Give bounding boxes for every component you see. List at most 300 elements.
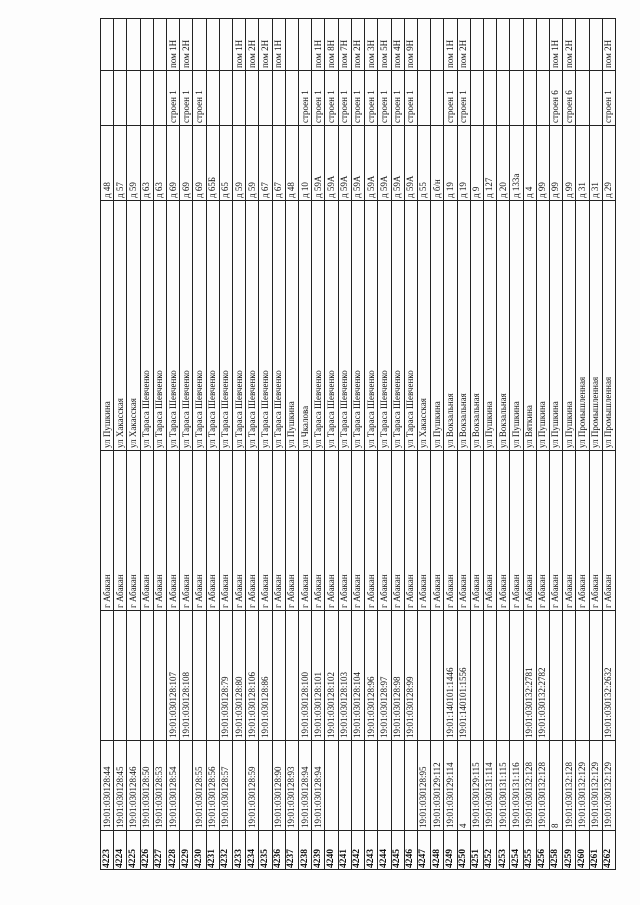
cell-ocad [207, 612, 219, 738]
cell-bld [247, 72, 259, 123]
cell-room: пом 1Н [167, 39, 178, 68]
cell-house: д 99 [550, 182, 561, 198]
cell-house: д 59А [352, 175, 363, 198]
cell-n: 4238 [299, 849, 310, 868]
cell-street: ул Пушкина [510, 401, 521, 448]
cell-bld [154, 72, 166, 123]
cell-street: ул Тараса Шевченко [220, 370, 231, 448]
cell-ocad: 19:01:030132:2632 [603, 667, 614, 738]
cell-bld [273, 72, 285, 123]
cell-street: ул Тараса Шевченко [193, 370, 204, 448]
cell-room [220, 20, 232, 68]
cell-cad: 19:01:030131:116 [510, 762, 521, 828]
cell-bld [471, 72, 483, 123]
cell-cad: 8 [550, 823, 561, 828]
cell-cad: 19:01:030128:95 [418, 766, 429, 828]
cell-ocad [550, 612, 562, 738]
cell-house: д 59А [325, 175, 336, 198]
cell-n: 4224 [114, 849, 125, 868]
cell-cad: 19:01:030131:115 [497, 762, 508, 828]
cell-house: д 59 [127, 182, 138, 198]
cell-house: д 48 [101, 182, 112, 198]
cell-ocad [511, 612, 523, 738]
cell-room [102, 20, 114, 68]
cell-house: д 59А [365, 175, 376, 198]
cell-bld [432, 72, 444, 123]
cell-street: ул Тараса Шевченко [167, 370, 178, 448]
cell-city: г Абакан [405, 574, 416, 608]
cell-cad: 19:01:030132:128 [537, 761, 548, 828]
cell-bld [524, 72, 536, 123]
cell-city: г Абакан [193, 574, 204, 608]
cell-street: ул Пушкина [484, 401, 495, 448]
cell-bld: строен 1 [392, 90, 402, 123]
cell-house: д 59А [312, 175, 323, 198]
cell-city: г Абакан [352, 574, 363, 608]
rotated-address-table [100, 18, 615, 870]
cell-street: ул Тараса Шевченко [246, 370, 257, 448]
cell-cad [260, 742, 272, 828]
cell-ocad [577, 612, 589, 738]
cell-house: д 69 [180, 182, 191, 198]
cell-city: г Абакан [207, 574, 218, 608]
cell-ocad: 19:01:030128:104 [352, 671, 363, 738]
cell-ocad [498, 612, 510, 738]
cell-house: д 69 [193, 182, 204, 198]
cell-house: д 99 [537, 182, 548, 198]
cell-n: 4233 [233, 849, 244, 868]
cell-house: д б/н [431, 179, 442, 198]
cell-ocad: 19:01:030128:100 [299, 671, 310, 738]
cell-cad: 19:01:030128:53 [154, 766, 165, 828]
cell-room [418, 20, 430, 68]
cell-house: д 133а [510, 173, 521, 198]
cell-city: г Абакан [563, 574, 574, 608]
cell-ocad: 19:01:030128:80 [233, 676, 244, 738]
cell-house: д 29 [603, 182, 614, 198]
cell-city: г Абакан [167, 574, 178, 608]
cell-house: д 67 [259, 182, 270, 198]
cell-city: г Абакан [484, 574, 495, 608]
cell-house: д 48 [286, 182, 297, 198]
cell-street: ул Пушкина [286, 401, 297, 448]
cell-street: ул Хакасская [418, 398, 429, 448]
grid-line [100, 450, 615, 451]
cell-ocad [128, 612, 140, 738]
cell-cad [405, 742, 417, 828]
cell-city: г Абакан [114, 574, 125, 608]
cell-street: ул Вокзальная [444, 393, 455, 448]
cell-street: ул Хакасская [127, 398, 138, 448]
cell-room: пом 1Н [550, 39, 561, 68]
cell-n: 4253 [497, 849, 508, 868]
cell-ocad [141, 612, 153, 738]
cell-room: пом 5Н [378, 39, 389, 68]
cell-bld: строен 1 [405, 90, 416, 123]
cell-city: г Абакан [497, 574, 508, 608]
cell-room [590, 20, 602, 68]
cell-street: ул Вокзальная [471, 393, 482, 448]
cell-city: г Абакан [510, 574, 521, 608]
cell-ocad: 19:01:030128:79 [220, 676, 231, 738]
cell-street: ул Вокзальная [497, 393, 508, 448]
cell-n: 4241 [339, 849, 350, 868]
cell-ocad [273, 612, 285, 738]
cell-city: г Абакан [378, 574, 389, 608]
cell-street: ул Пушкина [537, 401, 548, 448]
cell-room [128, 20, 140, 68]
cell-street: ул Тараса Шевченко [339, 370, 350, 448]
cell-city: г Абакан [312, 574, 323, 608]
cell-bld [234, 72, 246, 123]
cell-city: г Абакан [471, 574, 482, 608]
cell-cad: 19:01:030128:94 [299, 766, 310, 828]
cell-city: г Абакан [127, 574, 138, 608]
cell-bld [418, 72, 430, 123]
cell-bld [220, 72, 232, 123]
cell-ocad: 19:01:030128:101 [312, 671, 323, 738]
cell-n: 4262 [603, 849, 614, 868]
cell-n: 4240 [325, 849, 336, 868]
cell-cad: 19:01:030132:129 [576, 761, 587, 828]
cell-cad: 19:01:030128:56 [207, 766, 218, 828]
cell-city: г Абакан [576, 574, 587, 608]
cell-ocad [102, 612, 114, 738]
cell-ocad [286, 612, 298, 738]
cell-bld: строен 1 [167, 90, 178, 123]
cell-street: ул Тараса Шевченко [352, 370, 363, 448]
cell-house: д 10 [299, 182, 310, 198]
grid-line [100, 125, 615, 126]
cell-ocad: 19:01:030128:97 [378, 676, 389, 738]
cell-cad [234, 742, 246, 828]
cell-n: 4260 [576, 849, 587, 868]
cell-n: 4255 [524, 849, 535, 868]
grid-line [100, 830, 615, 831]
cell-room: пом 7Н [339, 39, 350, 68]
cell-ocad: 19:01:030128:107 [167, 671, 178, 738]
cell-n: 4249 [444, 849, 455, 868]
cell-city: г Абакан [603, 574, 614, 608]
cell-house: д 19 [458, 182, 469, 198]
cell-ocad: 19:01:030128:86 [259, 676, 270, 738]
cell-room: пом 4Н [392, 39, 402, 68]
cell-bld: строен 1 [444, 90, 455, 123]
cell-cad [181, 742, 193, 828]
cell-ocad [194, 612, 206, 738]
cell-city: г Абакан [339, 574, 350, 608]
cell-n: 4235 [259, 849, 270, 868]
grid-line [100, 610, 615, 611]
cell-cad: 4 [458, 823, 469, 828]
cell-room [115, 20, 127, 68]
cell-street: ул Тараса Шевченко [273, 370, 284, 448]
cell-bld: строен 6 [563, 90, 574, 123]
cell-room: пом 1Н [444, 39, 455, 68]
cell-room: пом 1Н [312, 39, 323, 68]
cell-cad: 19:01:030132:129 [590, 761, 601, 828]
cell-room [141, 20, 153, 68]
cell-room [484, 20, 496, 68]
cell-ocad: 19:01:030128:103 [339, 671, 350, 738]
cell-cad: 19:01:030129:115 [471, 762, 482, 828]
cell-ocad: 19:01:030128:98 [392, 676, 402, 738]
cell-house: д 59А [392, 175, 402, 198]
cell-room: пом 1Н [273, 39, 284, 68]
cell-bld: строен 1 [603, 90, 614, 123]
cell-bld: строен 1 [180, 90, 191, 123]
cell-bld [207, 72, 219, 123]
cell-n: 4223 [101, 849, 112, 868]
cell-cad: 19:01:030128:59 [246, 766, 257, 828]
cell-bld [141, 72, 153, 123]
cell-bld [537, 72, 549, 123]
cell-street: ул Промышленная [603, 376, 614, 448]
cell-street: ул Вокзальная [458, 393, 469, 448]
cell-street: ул Тараса Шевченко [259, 370, 270, 448]
cell-bld [115, 72, 127, 123]
cell-house: д 127 [484, 177, 495, 198]
cell-bld: строен 1 [299, 90, 310, 123]
cell-n: 4261 [590, 849, 601, 868]
cell-house: д 63 [141, 182, 152, 198]
cell-n: 4225 [127, 849, 138, 868]
cell-ocad: 19:01:030128:108 [180, 671, 191, 738]
cell-bld [484, 72, 496, 123]
cell-city: г Абакан [220, 574, 231, 608]
cell-city: г Абакан [325, 574, 336, 608]
cell-ocad: 19:01:030128:106 [246, 671, 257, 738]
cell-bld [498, 72, 510, 123]
cell-n: 4236 [273, 849, 284, 868]
cell-n: 4242 [352, 849, 363, 868]
cell-room [577, 20, 589, 68]
cell-city: г Абакан [154, 574, 165, 608]
cell-city: г Абакан [286, 574, 297, 608]
cell-cad: 19:01:030131:114 [484, 762, 495, 828]
cell-n: 4227 [154, 849, 165, 868]
cell-cad: 19:01:030128:94 [312, 766, 323, 828]
cell-city: г Абакан [590, 574, 601, 608]
cell-room: пом 2Н [180, 39, 191, 68]
cell-n: 4234 [246, 849, 257, 868]
cell-room [154, 20, 166, 68]
cell-street: ул Промышленная [590, 376, 601, 448]
cell-street: ул Пушкина [101, 401, 112, 448]
cell-room [194, 20, 206, 68]
cell-n: 4232 [220, 849, 231, 868]
cell-bld [286, 72, 298, 123]
cell-ocad [590, 612, 602, 738]
cell-cad: 19:01:030129:114 [444, 762, 455, 828]
cell-house: д 31 [576, 182, 587, 198]
cell-bld: строен 1 [458, 90, 469, 123]
cell-street: ул Тараса Шевченко [378, 370, 389, 448]
cell-city: г Абакан [550, 574, 561, 608]
cell-bld: строен 1 [339, 90, 350, 123]
cell-n: 4258 [550, 849, 561, 868]
cell-bld: строен 1 [325, 90, 336, 123]
cell-city: г Абакан [259, 574, 270, 608]
cell-house: д 59А [339, 175, 350, 198]
cell-n: 4251 [471, 849, 482, 868]
cell-n: 4244 [378, 849, 389, 868]
grid-line [100, 869, 615, 870]
cell-house: д 65 [220, 182, 231, 198]
cell-cad: 19:01:030128:45 [114, 766, 125, 828]
cell-room [432, 20, 444, 68]
cell-room [498, 20, 510, 68]
cell-house: д 59А [378, 175, 389, 198]
cell-street: ул Тараса Шевченко [325, 370, 336, 448]
cell-n: 4229 [180, 849, 191, 868]
grid-line [100, 740, 615, 741]
cell-cad: 19:01:030128:50 [141, 766, 152, 828]
cell-room [511, 20, 523, 68]
cell-bld [577, 72, 589, 123]
cell-ocad: 19:01:030132:2782 [537, 667, 548, 738]
cell-ocad [471, 612, 483, 738]
cell-bld [511, 72, 523, 123]
cell-room [524, 20, 536, 68]
cell-cad [339, 742, 351, 828]
cell-street: ул Тараса Шевченко [141, 370, 152, 448]
cell-room: пом 8Н [325, 39, 336, 68]
cell-room: пом 2Н [563, 39, 574, 68]
cell-street: ул Чкалова [299, 405, 310, 448]
cell-bld: строен 6 [550, 90, 561, 123]
cell-cad: 19:01:030132:129 [603, 761, 614, 828]
cell-city: г Абакан [180, 574, 191, 608]
cell-house: д 65Б [207, 177, 218, 198]
cell-city: г Абакан [524, 574, 535, 608]
cell-street: ул Вяткина [524, 405, 535, 448]
cell-n: 4248 [431, 849, 442, 868]
cell-ocad [418, 612, 430, 738]
cell-ocad [432, 612, 444, 738]
cell-room: пом 2Н [259, 39, 270, 68]
cell-bld: строен 1 [193, 90, 204, 123]
cell-n: 4247 [418, 849, 429, 868]
cell-n: 4226 [141, 849, 152, 868]
cell-room [471, 20, 483, 68]
cell-city: г Абакан [444, 574, 455, 608]
cell-house: д 69 [167, 182, 178, 198]
cell-street: ул Тараса Шевченко [365, 370, 376, 448]
cell-n: 4231 [207, 849, 218, 868]
cell-bld [590, 72, 602, 123]
cell-house: д 59 [246, 182, 257, 198]
cell-cad: 19:01:030128:44 [101, 766, 112, 828]
cell-house: д 99 [563, 182, 574, 198]
cell-street: ул Тараса Шевченко [312, 370, 323, 448]
cell-city: г Абакан [233, 574, 244, 608]
cell-n: 4230 [193, 849, 204, 868]
cell-n: 4250 [458, 849, 469, 868]
cell-street: ул Пушкина [550, 401, 561, 448]
cell-room [207, 20, 219, 68]
cell-bld [260, 72, 272, 123]
cell-ocad [484, 612, 496, 738]
cell-house: д 55 [418, 182, 429, 198]
cell-ocad: 19:01:140101:1446 [444, 667, 455, 738]
cell-cad [326, 742, 338, 828]
cell-bld: строен 1 [352, 90, 363, 123]
cell-n: 4246 [405, 849, 416, 868]
cell-bld [102, 72, 114, 123]
cell-cad [352, 742, 364, 828]
cell-bld: строен 1 [312, 90, 323, 123]
cell-room: пом 2Н [352, 39, 363, 68]
cell-house: д 19 [444, 182, 455, 198]
cell-house: д 9 [471, 186, 482, 198]
grid-line [100, 18, 101, 870]
cell-ocad: 19:01:030132:2781 [524, 667, 535, 738]
cell-room: пом 9Н [405, 39, 416, 68]
cell-house: д 59А [405, 175, 416, 198]
cell-house: д 57 [114, 182, 125, 198]
cell-n: 4254 [510, 849, 521, 868]
cell-cad: 19:01:030132:128 [524, 761, 535, 828]
cell-n: 4252 [484, 849, 495, 868]
grid-line [100, 200, 615, 201]
cell-city: г Абакан [365, 574, 376, 608]
cell-house: д 20 [497, 182, 508, 198]
cell-city: г Абакан [141, 574, 152, 608]
cell-cad: 19:01:030129:112 [431, 762, 442, 828]
cell-cad: 19:01:030128:90 [273, 766, 284, 828]
cell-house: д 67 [273, 182, 284, 198]
cell-street: ул Тараса Шевченко [392, 370, 402, 448]
cell-ocad: 19:01:140101:1556 [458, 667, 469, 738]
cell-city: г Абакан [458, 574, 469, 608]
cell-city: г Абакан [299, 574, 310, 608]
cell-n: 4239 [312, 849, 323, 868]
cell-cad: 19:01:030128:46 [127, 766, 138, 828]
cell-ocad [154, 612, 166, 738]
cell-street: ул Тараса Шевченко [405, 370, 416, 448]
cell-bld [128, 72, 140, 123]
cell-street: ул Пушкина [563, 401, 574, 448]
cell-city: г Абакан [101, 574, 112, 608]
cell-street: ул Тараса Шевченко [233, 370, 244, 448]
cell-cad [392, 742, 404, 828]
cell-ocad [115, 612, 127, 738]
cell-street: ул Тараса Шевченко [154, 370, 165, 448]
cell-house: д 4 [524, 186, 535, 198]
cell-street: ул Тараса Шевченко [207, 370, 218, 448]
cell-room: пом 3Н [365, 39, 376, 68]
cell-ocad [564, 612, 576, 738]
grid-line [100, 18, 615, 19]
cell-n: 4237 [286, 849, 297, 868]
cell-n: 4245 [392, 849, 402, 868]
cell-cad [379, 742, 391, 828]
cell-cad: 19:01:030128:57 [220, 766, 231, 828]
cell-ocad: 19:01:030128:96 [365, 676, 376, 738]
cell-house: д 59 [233, 182, 244, 198]
cell-bld: строен 1 [378, 90, 389, 123]
cell-bld: строен 1 [365, 90, 376, 123]
cell-room [300, 20, 312, 68]
cell-ocad: 19:01:030128:102 [325, 671, 336, 738]
cell-cad: 19:01:030128:93 [286, 766, 297, 828]
grid-line [100, 70, 615, 71]
cell-cad: 19:01:030132:128 [563, 761, 574, 828]
cell-city: г Абакан [537, 574, 548, 608]
cell-n: 4228 [167, 849, 178, 868]
cell-street: ул Пушкина [431, 401, 442, 448]
